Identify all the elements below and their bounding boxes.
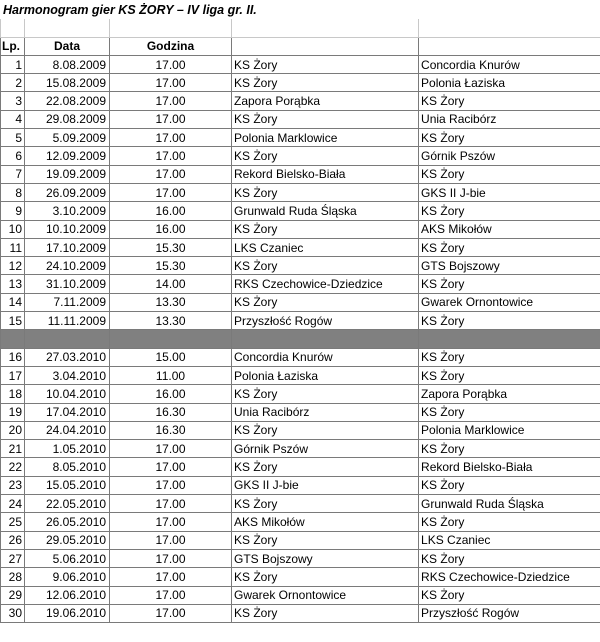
cell-lp[interactable]: 2 bbox=[1, 74, 25, 92]
table-row bbox=[1, 348, 600, 366]
table-row bbox=[1, 385, 600, 403]
empty-cell[interactable] bbox=[25, 19, 110, 37]
empty-cell[interactable] bbox=[419, 1, 600, 19]
cell-time[interactable]: 16.30 bbox=[110, 403, 232, 421]
cell-time[interactable]: 17.00 bbox=[110, 495, 232, 513]
round-separator-row bbox=[1, 330, 600, 348]
cell-date[interactable]: 17.04.2010 bbox=[25, 403, 110, 421]
table-row bbox=[1, 513, 600, 531]
cell-lp[interactable]: 15 bbox=[1, 312, 25, 330]
empty-row bbox=[1, 19, 600, 37]
cell-time[interactable]: 17.00 bbox=[110, 165, 232, 183]
cell-time[interactable]: 17.00 bbox=[110, 129, 232, 147]
cell-lp[interactable]: 24 bbox=[1, 495, 25, 513]
cell-home[interactable]: Unia Racibórz bbox=[232, 403, 419, 421]
separator-cell[interactable] bbox=[25, 330, 110, 348]
cell-away[interactable]: KS Żory bbox=[419, 129, 600, 147]
table-row bbox=[1, 293, 600, 311]
cell-time[interactable]: 15.30 bbox=[110, 238, 232, 256]
cell-lp[interactable]: 4 bbox=[1, 110, 25, 128]
cell-lp[interactable]: 5 bbox=[1, 129, 25, 147]
cell-time[interactable]: 13.30 bbox=[110, 293, 232, 311]
header-time: Godzina bbox=[110, 37, 232, 55]
cell-time[interactable]: 14.00 bbox=[110, 275, 232, 293]
separator-cell[interactable] bbox=[1, 330, 25, 348]
cell-date[interactable]: 10.04.2010 bbox=[25, 385, 110, 403]
table-row bbox=[1, 129, 600, 147]
empty-cell[interactable] bbox=[110, 19, 232, 37]
cell-lp[interactable]: 12 bbox=[1, 257, 25, 275]
cell-date[interactable]: 15.08.2009 bbox=[25, 74, 110, 92]
cell-lp[interactable]: 16 bbox=[1, 348, 25, 366]
table-row bbox=[1, 458, 600, 476]
cell-lp[interactable]: 18 bbox=[1, 385, 25, 403]
cell-home[interactable]: Rekord Bielsko-Biała bbox=[232, 165, 419, 183]
table-row bbox=[1, 202, 600, 220]
cell-time[interactable]: 17.00 bbox=[110, 458, 232, 476]
cell-lp[interactable]: 26 bbox=[1, 531, 25, 549]
cell-time[interactable]: 17.00 bbox=[110, 440, 232, 458]
cell-away[interactable]: KS Żory bbox=[419, 586, 600, 604]
cell-time[interactable]: 17.00 bbox=[110, 513, 232, 531]
table-row bbox=[1, 147, 600, 165]
cell-date[interactable]: 5.09.2009 bbox=[25, 129, 110, 147]
cell-lp[interactable]: 21 bbox=[1, 440, 25, 458]
cell-time[interactable]: 17.00 bbox=[110, 92, 232, 110]
cell-date[interactable]: 26.05.2010 bbox=[25, 513, 110, 531]
table-row bbox=[1, 183, 600, 201]
table-row bbox=[1, 110, 600, 128]
cell-away[interactable]: Górnik Pszów bbox=[419, 147, 600, 165]
empty-cell[interactable] bbox=[419, 19, 600, 37]
cell-time[interactable]: 17.00 bbox=[110, 74, 232, 92]
cell-home[interactable]: Polonia Łaziska bbox=[232, 366, 419, 384]
cell-lp[interactable]: 7 bbox=[1, 165, 25, 183]
cell-away[interactable]: KS Żory bbox=[419, 549, 600, 567]
cell-lp[interactable]: 20 bbox=[1, 421, 25, 439]
cell-away[interactable]: Polonia Łaziska bbox=[419, 74, 600, 92]
cell-date[interactable]: 29.05.2010 bbox=[25, 531, 110, 549]
title-row bbox=[1, 1, 600, 19]
table-row bbox=[1, 257, 600, 275]
cell-away[interactable]: Grunwald Ruda Śląska bbox=[419, 495, 600, 513]
cell-time[interactable]: 17.00 bbox=[110, 476, 232, 494]
cell-home[interactable]: Grunwald Ruda Śląska bbox=[232, 202, 419, 220]
cell-home[interactable]: Polonia Marklowice bbox=[232, 129, 419, 147]
cell-away[interactable]: KS Żory bbox=[419, 440, 600, 458]
cell-away[interactable]: RKS Czechowice-Dziedzice bbox=[419, 568, 600, 586]
cell-date[interactable]: 9.06.2010 bbox=[25, 568, 110, 586]
header-row bbox=[1, 37, 600, 55]
cell-time[interactable]: 17.00 bbox=[110, 568, 232, 586]
cell-lp[interactable]: 19 bbox=[1, 403, 25, 421]
cell-away[interactable]: Polonia Marklowice bbox=[419, 421, 600, 439]
cell-time[interactable]: 16.00 bbox=[110, 385, 232, 403]
cell-date[interactable]: 7.11.2009 bbox=[25, 293, 110, 311]
cell-home[interactable]: Gwarek Ornontowice bbox=[232, 586, 419, 604]
cell-away[interactable]: KS Żory bbox=[419, 92, 600, 110]
table-row bbox=[1, 74, 600, 92]
cell-away[interactable]: KS Żory bbox=[419, 366, 600, 384]
cell-lp[interactable]: 22 bbox=[1, 458, 25, 476]
table-row bbox=[1, 312, 600, 330]
cell-date[interactable]: 22.05.2010 bbox=[25, 495, 110, 513]
cell-time[interactable]: 17.00 bbox=[110, 55, 232, 73]
cell-date[interactable]: 19.06.2010 bbox=[25, 604, 110, 622]
cell-time[interactable]: 11.00 bbox=[110, 366, 232, 384]
cell-away[interactable]: GTS Bojszowy bbox=[419, 257, 600, 275]
cell-date[interactable]: 22.08.2009 bbox=[25, 92, 110, 110]
cell-home[interactable]: KS Żory bbox=[232, 147, 419, 165]
cell-date[interactable]: 8.05.2010 bbox=[25, 458, 110, 476]
cell-home[interactable]: KS Żory bbox=[232, 110, 419, 128]
cell-time[interactable]: 15.00 bbox=[110, 348, 232, 366]
table-row bbox=[1, 220, 600, 238]
cell-home[interactable]: KS Żory bbox=[232, 220, 419, 238]
table-row bbox=[1, 568, 600, 586]
sheet-title: Harmonogram gier KS ŻORY – IV liga gr. II. bbox=[3, 2, 257, 17]
cell-away[interactable]: KS Żory bbox=[419, 476, 600, 494]
cell-date[interactable]: 11.11.2009 bbox=[25, 312, 110, 330]
cell-home[interactable]: KS Żory bbox=[232, 55, 419, 73]
table-row bbox=[1, 476, 600, 494]
cell-date[interactable]: 10.10.2009 bbox=[25, 220, 110, 238]
cell-away[interactable]: LKS Czaniec bbox=[419, 531, 600, 549]
table-row bbox=[1, 238, 600, 256]
table-row bbox=[1, 92, 600, 110]
cell-away[interactable]: Concordia Knurów bbox=[419, 55, 600, 73]
cell-away[interactable]: KS Żory bbox=[419, 275, 600, 293]
cell-away[interactable]: Gwarek Ornontowice bbox=[419, 293, 600, 311]
cell-lp[interactable]: 17 bbox=[1, 366, 25, 384]
table-row bbox=[1, 165, 600, 183]
table-row bbox=[1, 495, 600, 513]
table-row bbox=[1, 55, 600, 73]
cell-home[interactable]: KS Żory bbox=[232, 421, 419, 439]
cell-away[interactable]: KS Żory bbox=[419, 202, 600, 220]
cell-home[interactable]: KS Żory bbox=[232, 257, 419, 275]
cell-time[interactable]: 16.00 bbox=[110, 202, 232, 220]
header-home bbox=[232, 37, 419, 55]
cell-time[interactable]: 13.30 bbox=[110, 312, 232, 330]
cell-time[interactable]: 17.00 bbox=[110, 549, 232, 567]
cell-away[interactable]: KS Żory bbox=[419, 403, 600, 421]
cell-home[interactable]: KS Żory bbox=[232, 74, 419, 92]
empty-cell[interactable] bbox=[1, 19, 25, 37]
table-row bbox=[1, 403, 600, 421]
table-row bbox=[1, 421, 600, 439]
cell-away[interactable]: GKS II J-bie bbox=[419, 183, 600, 201]
cell-away[interactable]: Rekord Bielsko-Biała bbox=[419, 458, 600, 476]
cell-lp[interactable]: 13 bbox=[1, 275, 25, 293]
cell-date[interactable]: 15.05.2010 bbox=[25, 476, 110, 494]
table-row bbox=[1, 604, 600, 622]
cell-home[interactable]: Zapora Porąbka bbox=[232, 92, 419, 110]
cell-home[interactable]: AKS Mikołów bbox=[232, 513, 419, 531]
cell-date[interactable]: 3.04.2010 bbox=[25, 366, 110, 384]
cell-time[interactable]: 15.30 bbox=[110, 257, 232, 275]
cell-lp[interactable]: 9 bbox=[1, 202, 25, 220]
cell-home[interactable]: Górnik Pszów bbox=[232, 440, 419, 458]
cell-lp[interactable]: 30 bbox=[1, 604, 25, 622]
cell-lp[interactable]: 25 bbox=[1, 513, 25, 531]
table-row bbox=[1, 366, 600, 384]
cell-time[interactable]: 17.00 bbox=[110, 147, 232, 165]
cell-date[interactable]: 3.10.2009 bbox=[25, 202, 110, 220]
cell-away[interactable]: KS Żory bbox=[419, 165, 600, 183]
cell-date[interactable]: 12.06.2010 bbox=[25, 586, 110, 604]
cell-away[interactable]: Przyszłość Rogów bbox=[419, 604, 600, 622]
cell-time[interactable]: 17.00 bbox=[110, 586, 232, 604]
cell-lp[interactable]: 28 bbox=[1, 568, 25, 586]
header-date: Data bbox=[25, 37, 110, 55]
table-row bbox=[1, 440, 600, 458]
cell-lp[interactable]: 3 bbox=[1, 92, 25, 110]
cell-date[interactable]: 24.10.2009 bbox=[25, 257, 110, 275]
cell-home[interactable]: KS Żory bbox=[232, 495, 419, 513]
cell-lp[interactable]: 27 bbox=[1, 549, 25, 567]
cell-away[interactable]: KS Żory bbox=[419, 348, 600, 366]
table-row bbox=[1, 531, 600, 549]
cell-lp[interactable]: 11 bbox=[1, 238, 25, 256]
cell-away[interactable]: KS Żory bbox=[419, 513, 600, 531]
cell-date[interactable]: 19.09.2009 bbox=[25, 165, 110, 183]
cell-away[interactable]: AKS Mikołów bbox=[419, 220, 600, 238]
cell-lp[interactable]: 23 bbox=[1, 476, 25, 494]
cell-lp[interactable]: 29 bbox=[1, 586, 25, 604]
cell-away[interactable]: Zapora Porąbka bbox=[419, 385, 600, 403]
separator-cell[interactable] bbox=[110, 330, 232, 348]
cell-date[interactable]: 1.05.2010 bbox=[25, 440, 110, 458]
cell-time[interactable]: 17.00 bbox=[110, 110, 232, 128]
cell-time[interactable]: 16.30 bbox=[110, 421, 232, 439]
cell-date[interactable]: 26.09.2009 bbox=[25, 183, 110, 201]
cell-away[interactable]: KS Żory bbox=[419, 312, 600, 330]
header-lp: Lp. bbox=[1, 37, 25, 55]
cell-home[interactable]: LKS Czaniec bbox=[232, 238, 419, 256]
cell-lp[interactable]: 14 bbox=[1, 293, 25, 311]
cell-time[interactable]: 17.00 bbox=[110, 604, 232, 622]
cell-date[interactable]: 31.10.2009 bbox=[25, 275, 110, 293]
table-row bbox=[1, 549, 600, 567]
cell-time[interactable]: 17.00 bbox=[110, 183, 232, 201]
table-row bbox=[1, 586, 600, 604]
cell-home[interactable]: KS Żory bbox=[232, 531, 419, 549]
cell-date[interactable]: 17.10.2009 bbox=[25, 238, 110, 256]
cell-date[interactable]: 8.08.2009 bbox=[25, 55, 110, 73]
cell-home[interactable]: RKS Czechowice-Dziedzice bbox=[232, 275, 419, 293]
cell-home[interactable]: GKS II J-bie bbox=[232, 476, 419, 494]
cell-away[interactable]: Unia Racibórz bbox=[419, 110, 600, 128]
cell-date[interactable]: 12.09.2009 bbox=[25, 147, 110, 165]
cell-home[interactable]: Concordia Knurów bbox=[232, 348, 419, 366]
cell-lp[interactable]: 10 bbox=[1, 220, 25, 238]
cell-home[interactable]: KS Żory bbox=[232, 293, 419, 311]
cell-time[interactable]: 16.00 bbox=[110, 220, 232, 238]
cell-time[interactable]: 17.00 bbox=[110, 531, 232, 549]
cell-home[interactable]: KS Żory bbox=[232, 458, 419, 476]
cell-home[interactable]: KS Żory bbox=[232, 385, 419, 403]
cell-date[interactable]: 24.04.2010 bbox=[25, 421, 110, 439]
separator-cell[interactable] bbox=[419, 330, 600, 348]
separator-cell[interactable] bbox=[232, 330, 419, 348]
cell-lp[interactable]: 8 bbox=[1, 183, 25, 201]
cell-home[interactable]: KS Żory bbox=[232, 183, 419, 201]
table-row bbox=[1, 275, 600, 293]
cell-away[interactable]: KS Żory bbox=[419, 238, 600, 256]
cell-lp[interactable]: 6 bbox=[1, 147, 25, 165]
cell-home[interactable]: GTS Bojszowy bbox=[232, 549, 419, 567]
cell-home[interactable]: KS Żory bbox=[232, 568, 419, 586]
cell-date[interactable]: 5.06.2010 bbox=[25, 549, 110, 567]
empty-cell[interactable] bbox=[232, 19, 419, 37]
cell-home[interactable]: Przyszłość Rogów bbox=[232, 312, 419, 330]
cell-date[interactable]: 29.08.2009 bbox=[25, 110, 110, 128]
cell-date[interactable]: 27.03.2010 bbox=[25, 348, 110, 366]
cell-home[interactable]: KS Żory bbox=[232, 604, 419, 622]
header-away bbox=[419, 37, 600, 55]
cell-lp[interactable]: 1 bbox=[1, 55, 25, 73]
